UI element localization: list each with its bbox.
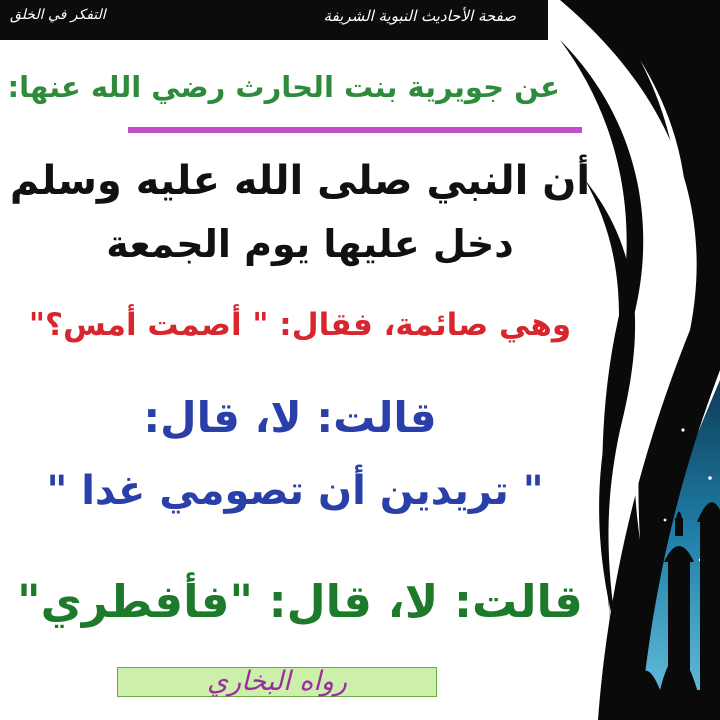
star [708, 476, 712, 480]
page-tag: التفكر في الخلق [10, 7, 106, 23]
hadith-line-3: وهي صائمة، فقال: " أصمت أمس؟" [28, 307, 572, 343]
header-bar [0, 0, 548, 40]
page-name: صفحة الأحاديث النبوية الشريفة [323, 7, 516, 25]
hadith-line-5: " تريدين أن تصومي غدا " [46, 468, 544, 514]
source-label: رواه البخاري [206, 666, 347, 697]
star [664, 519, 667, 522]
narrator-line: عن جويرية بنت الحارث رضي الله عنها: [7, 70, 560, 104]
hadith-line-2: دخل عليها يوم الجمعة [106, 222, 514, 266]
source-box [117, 667, 437, 697]
star [681, 428, 684, 431]
hadith-line-4: قالت: لا، قال: [143, 393, 437, 442]
hadith-line-6: قالت: لا، قال: "فأفطري" [17, 575, 583, 628]
hadith-line-1: أن النبي صلى الله عليه وسلم [9, 158, 591, 204]
divider [128, 127, 582, 133]
